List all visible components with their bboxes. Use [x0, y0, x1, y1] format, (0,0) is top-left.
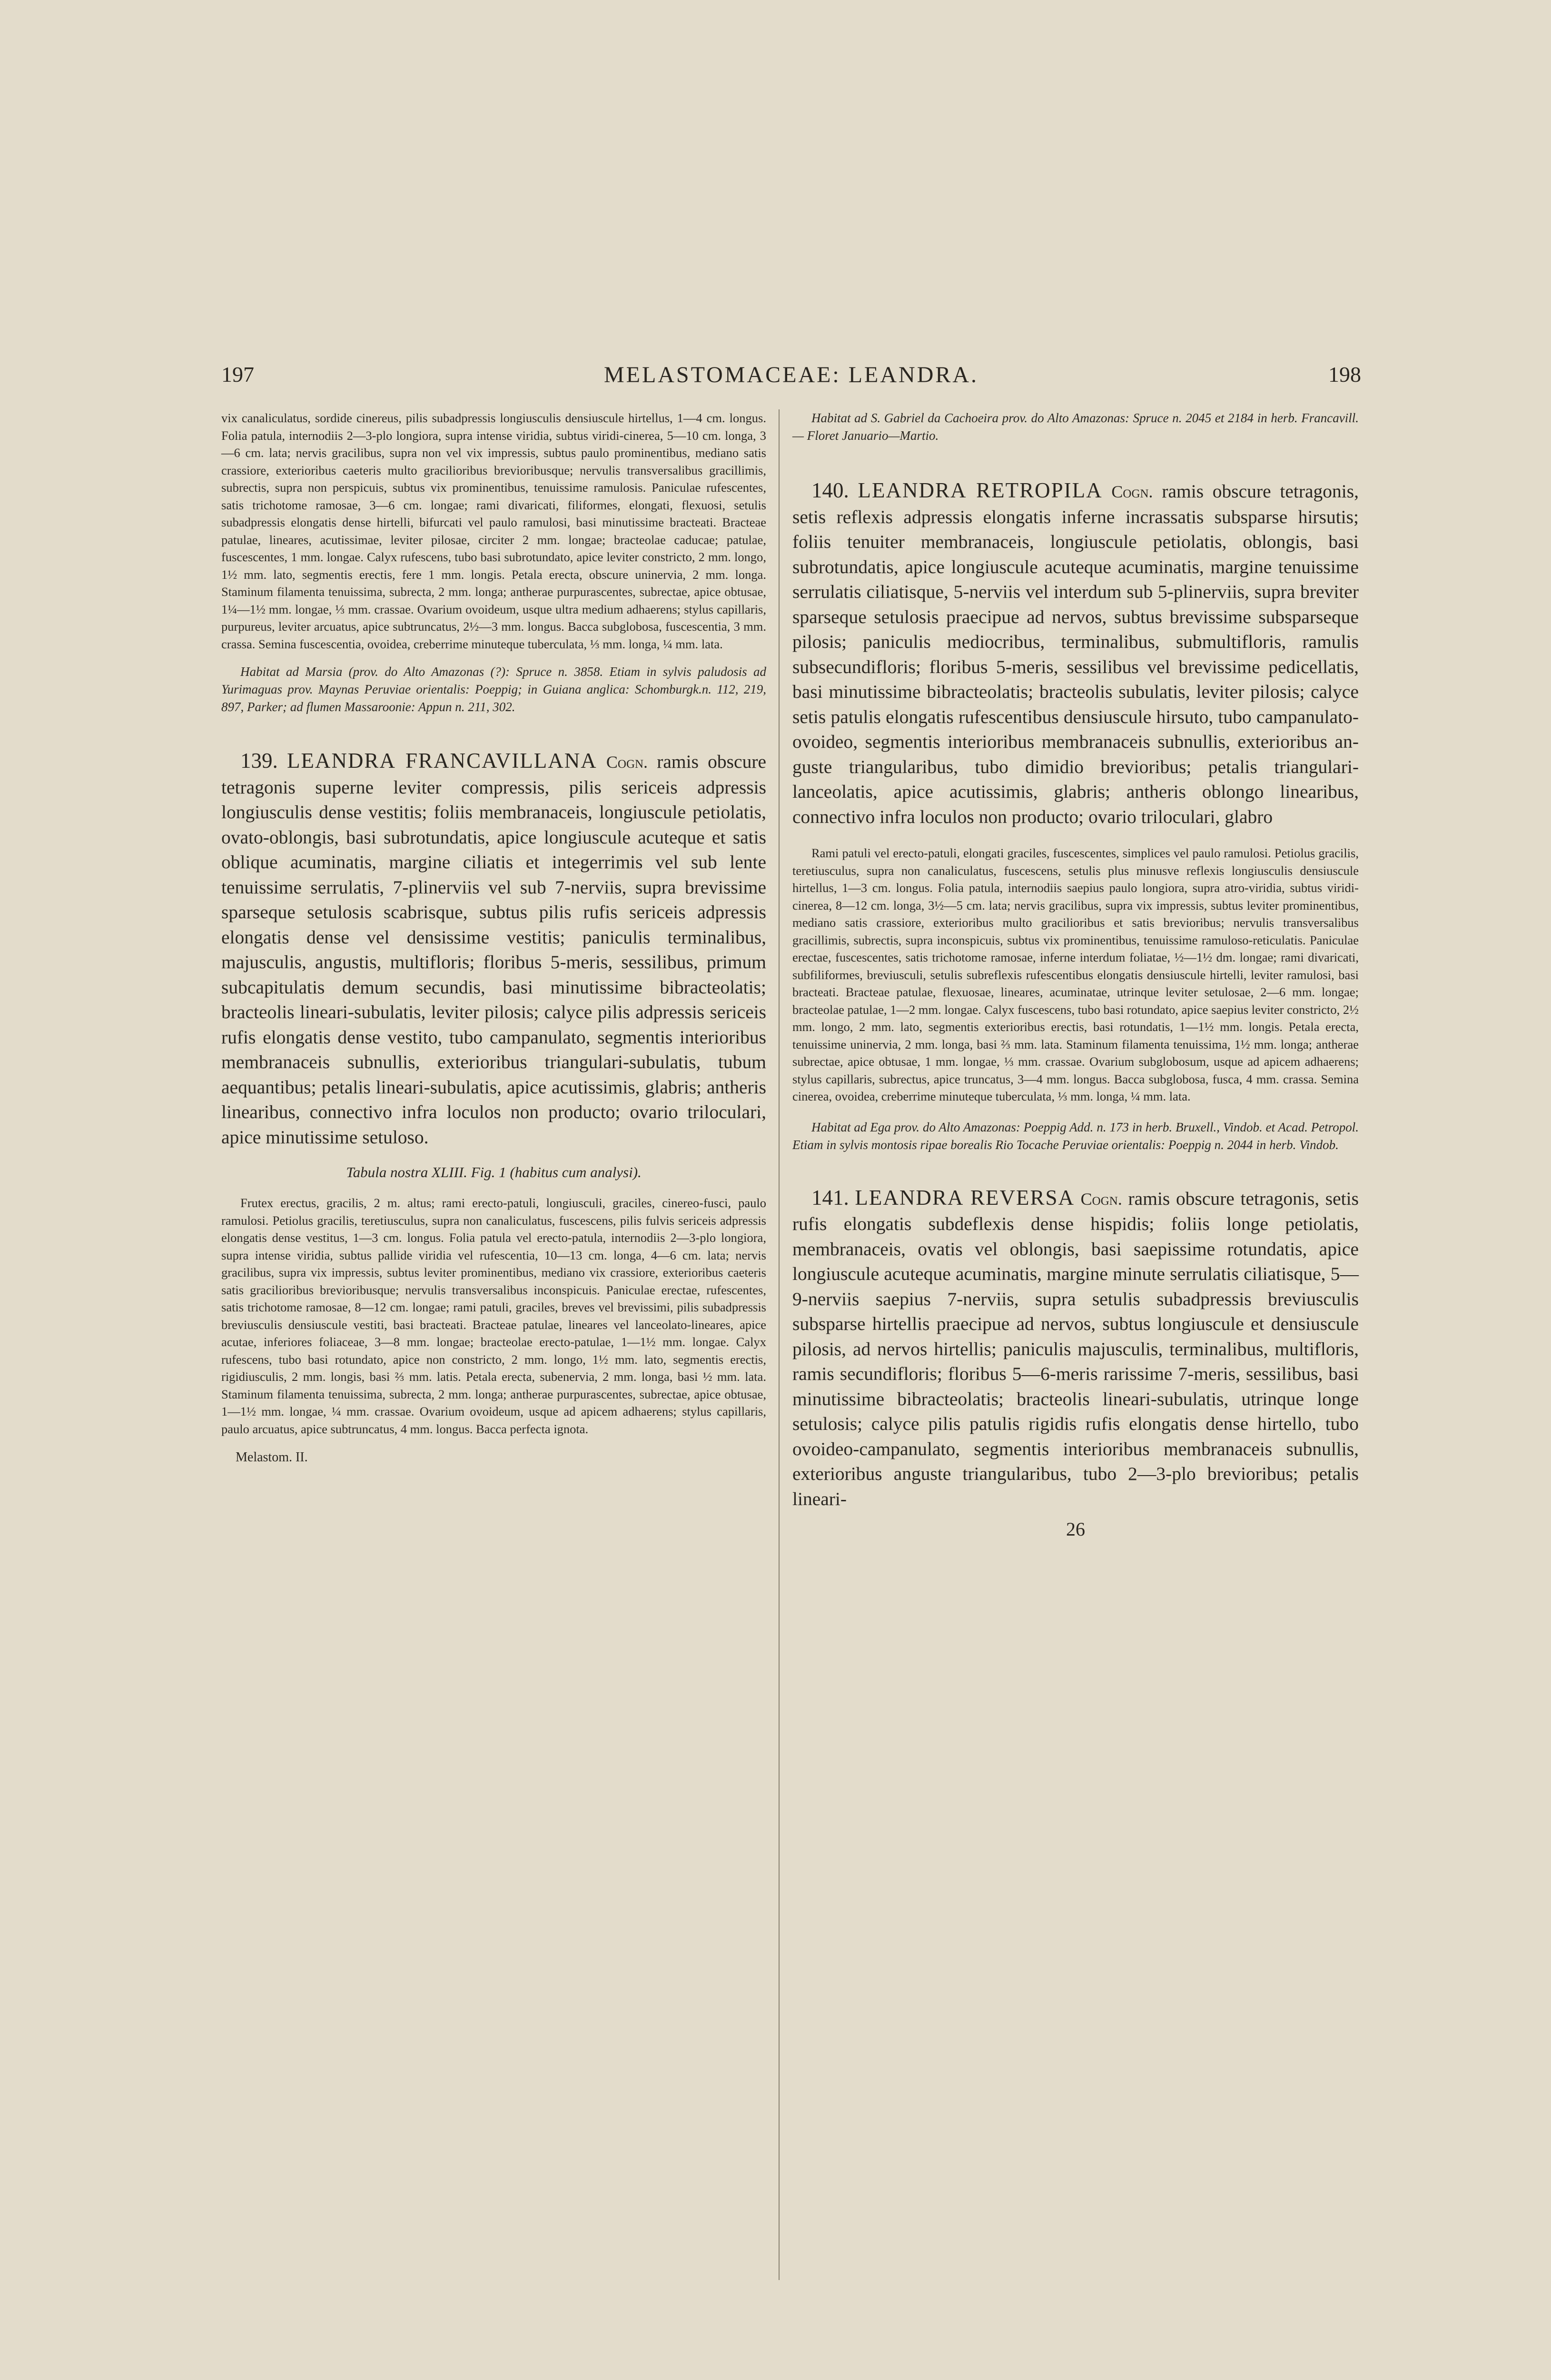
- habitat-note: Habitat ad Marsia (prov. do Alto Amazonas (?): Spruce n. 3858. Etiam in sylvis paludosis ad Yurimaguas prov. Maynas Peruviae orientalis: Poeppig; in Guiana anglica: Schomburgk.n. 112, 219, 897, Parker; ad flumen Massaroonie: Appun n. 211, 302.: [221, 664, 766, 714]
- species-name: LEANDRA RETROPILA: [858, 478, 1103, 502]
- column-divider: [779, 409, 780, 2280]
- page-number-left: 197: [221, 362, 254, 387]
- plate-caption: Tabula nostra XLIII. Fig. 1 (habitus cum analysi).: [346, 1164, 642, 1180]
- species-author: Cogn.: [1080, 1189, 1122, 1209]
- species-139-diagnosis: [221, 748, 766, 1150]
- species-name: LEANDRA FRANCAVILLANA: [286, 749, 597, 773]
- right-column: [792, 409, 1359, 1540]
- left-column: [221, 409, 766, 1465]
- signature-mark: Melastom. II.: [236, 1450, 308, 1465]
- habitat-note: Habitat ad S. Gabriel da Cachoeira prov. do Alto Amazonas: Spruce n. 2045 et 2184 in herb. Francavill. — Floret Januario—Martio.: [792, 411, 1359, 443]
- diagnosis-text: ramis obscure tetragonis, setis reflexis adpressis elongatis inferne incrassatis subsparse hirsutis; foliis tenuiter membranaceis, longiuscule petiolatis, oblongis, basi subrotundatis, apice longiuscule acuteque acuminatis, margine tenuissime serrulatis ciliatisque, 5-nerviis vel interdum sub 5-plinerviis, supra breviter sparseque setulosis praecipue ad nervos, subtus brevissime subsparseque pilosis; paniculis mediocribus, terminalibus, submultifloris, ramulis subsecundifloris; floribus 5-meris, sessilibus vel brevissime pedicellatis, basi minutissime bibracteolatis; bracteolis subulatis, leviter pilosis; calyce setis patulis elongatis rufescentibus densiuscule hirsuto, tubo campanulato-ovoideo, segmentis interioribus membranaceis subnullis, exterioribus anguste triangularibus, tubo dimidio brevioribus; petalis triangulari-lanceolatis, apice acutissimis, glabris; antheris oblongo linearibus, connectivo infra loculos non producto; ovario triloculari, glabro: [792, 481, 1359, 827]
- sheet-number: 26: [1066, 1518, 1085, 1540]
- running-header: [221, 362, 1361, 395]
- species-author: Cogn.: [606, 753, 648, 772]
- species-number: 139.: [240, 749, 278, 773]
- diagnosis-text: ramis obscure tetragonis superne leviter compressis, pilis sericeis adpressis longiusculis dense vestitis; foliis membranaceis, longiuscule petiolatis, ovato-oblongis, basi subrotundatis, apice longiuscule acuteque et satis oblique acuminatis, margine ciliatis et integerrimis vel sub lente tenuissime serrulatis, 7-plinerviis vel sub 7-nerviis, supra brevissime sparseque setulosis scabrisque, subtus pilis rufis sericeis adpressis elongatis dense vel densissime vestitis; paniculis terminalibus, majusculis, angustis, multifloris; floribus 5-meris, sessilibus, primum subcapitulatis demum secundis, basi minutissime bibracteolatis; bracteolis lineari-subulatis, leviter pilosis; calyce pilis adpressis sericeis rufis elongatis dense vestito, tubo campanulato, segmentis interioribus membranaceis subnullis, exterioribus triangulari-subulatis, tubum aequantibus; petalis lineari-subulatis, apice acutissimis, glabris; antheris linearibus, connectivo infra loculos non producto; ovario triloculari, apice minutissime setuloso.: [221, 751, 767, 1148]
- page-number-right: 198: [1328, 362, 1361, 387]
- species-140-description: Rami patuli vel erecto-patuli, elongati graciles, fuscescentes, simplices vel paulo ramulosi. Petiolus gracilis, teretiusculus, supra non canaliculatus, fuscescens, setulis plus minusve reflexis longiusculis densiuscule hirtellus, 1—3 cm. longus. Folia patula, internodiis saepius paulo longiora, supra atro-viridia, subtus viridi-cinerea, 8—12 cm. longa, 3½—5 cm. lata; nervis gracilibus, supra vix impressis, subtus leviter prominentibus, mediano satis crassiore, exterioribus multo gracilioribus et satis brevioribus; nervulis transversalibus gracillimis, subrectis, supra inconspicuis, subtus vix prominentibus, tenuissime ramuloso-reticulatis. Paniculae erectae, fuscescentes, satis trichotome ramosae, inferne interdum foliatae, ½—1½ dm. longae; rami divaricati, subfiliformes, breviusculi, setulis subreflexis rufescentibus elongatis densiuscule hirtelli, leviter ramulosi, basi bracteati. Bracteae patulae, flexuosae, lineares, acuminatae, utrinque leviter setulosae, 2—6 mm. longae; bracteolae patulae, 1—2 mm. longae. Calyx fuscescens, tubo basi rotundato, apice saepius leviter constricto, 2½ mm. longo, 2 mm. lato, segmentis exterioribus erectis, basi rotundatis, 1—1½ mm. longis. Petala erecta, tenuissime uninervia, 2 mm. longa, basi ⅔ mm. lata. Staminum filamenta tenuissima, 1½ mm. longa; antherae subrectae, apice obtusae, 1 mm. longae, ⅓ mm. crassae. Ovarium subglobosum, usque ad apicem adhaerens; stylus capillaris, subrectus, apice truncatus, 3—4 mm. longus. Bacca subglobosa, fusca, 4 mm. crassa. Semina cinerea, ovoidea, creberrime minuteque tuberculata, ⅓ mm. longa, ¼ mm. lata.: [792, 846, 1359, 1103]
- species-139-description: Frutex erectus, gracilis, 2 m. altus; rami erecto-patuli, longiusculi, graciles, cinereo-fusci, paulo ramulosi. Petiolus gracilis, teretiusculus, supra non canaliculatus, fuscescens, pilis fulvis sericeis adpressis elongatis dense vestitus, 1—3 cm. longus. Folia patula vel erecto-patula, internodiis 2—3-plo longiora, supra intense viridia, subtus pallide viridia vel rufescentia, 10—13 cm. longa, 4—6 cm. lata; nervis gracilibus, supra vix impressis, subtus leviter prominentibus, mediano vix crassiore, exterioribus caeteris satis gracilioribus brevioribusque; nervulis transversalibus inconspicuis. Paniculae erectae, rufescentes, satis trichotome ramosae, 8—12 cm. longae; rami patuli, graciles, breves vel brevissimi, pilis subadpressis breviusculis densiuscule vestiti, basi bracteati. Bracteae patulae, lineares vel lanceolato-lineares, apice acutae, inferiores foliaceae, 3—8 mm. longae; bracteolae erecto-patulae, 1—1½ mm. longae. Calyx rufescens, tubo basi rotundato, apice non constricto, 2 mm. longo, 1½ mm. lato, segmentis erectis, rigidiusculis, 2 mm. longis, basi ⅔ mm. latis. Petala erecta, subenervia, 2 mm. longa, basi ½ mm. lata. Staminum filamenta tenuissima, subrecta, 2 mm. longa; antherae purpurascentes, subrectae, apice obtusae, 1—1½ mm. longae, ¼ mm. crassae. Ovarium ovoideum, usque ad apicem adhaerens; stylus capillaris, paulo arcuatus, apice subtruncatus, 4 mm. longus. Bacca perfecta ignota.: [221, 1196, 766, 1436]
- continued-description: vix canaliculatus, sordide cinereus, pilis subadpressis longiusculis densiuscule hirtellus, 1—4 cm. longus. Folia patula, internodiis 2—3-plo longiora, supra intense viridia, subtus viridi-cinerea, 5—10 cm. longa, 3—6 cm. lata; nervis gracilibus, supra non vel vix impressis, subtus paulo prominentibus, mediano satis crassiore, exterioribus caeteris multo gracilioribus brevioribusque; nervulis transversalibus gracillimis, subrectis, supra non perspicuis, subtus vix prominentibus, tenuissime ramulosis. Paniculae rufescentes, satis trichotome ramosae, 3—6 cm. longae; rami divaricati, filiformes, elongati, flexuosi, setulis subadpressis elongatis dense hirtelli, bifurcati vel paulo ramulosi, basi minutissime bracteati. Bracteae patulae, lineares, acutissimae, leviter pilosae, circiter 2 mm. longae; bracteolae caducae; patulae, fuscescentes, 1 mm. longae. Calyx rufescens, tubo basi subrotundato, apice leviter constricto, 2 mm. longo, 1½ mm. lato, segmentis erectis, fere 1 mm. longis. Petala erecta, obscure uninervia, 2 mm. longa. Staminum filamenta tenuissima, subrecta, 2 mm. longa; antherae purpurascentes, subrectae, apice obtusae, 1¼—1½ mm. longae, ⅓ mm. crassae. Ovarium ovoideum, usque ultra medium adhaerens; stylus capillaris, purpureus, leviter arcuatus, apice subtruncatus, 2½—3 mm. longus. Bacca subglobosa, fuscescentia, 3 mm. crassa. Semina fuscescentia, ovoidea, creberrime minuteque tuberculata, ⅓ mm. longa, ¼ mm. lata.: [221, 411, 766, 651]
- running-title: MELASTOMACEAE: LEANDRA.: [603, 362, 979, 387]
- species-name: LEANDRA REVERSA: [855, 1185, 1075, 1210]
- diagnosis-text: ramis obscure tetragonis, setis rufis elongatis subdeflexis dense hispidis; foliis longe petiolatis, membranaceis, ovatis vel oblongis, basi saepissime rotundatis, apice longiuscule acuteque acuminatis, margine minute serrulatis ciliatisque, 5—9-nerviis saepius 7-nerviis, supra setulis subadpressis breviusculis subsparse hirtellis praecipue ad nervos, subtus longiuscule et densiuscule pilosis, ad nervos hirtellis; paniculis majusculis, terminalibus, multifloris, ramis secundifloris; floribus 5—6-meris rarissime 7-meris, sessilibus, basi minutissime bibracteolatis; bracteolis lineari-subulatis, utrinque longe setulosis; calyce pilis patulis rigidis rufis elongatis dense hirtello, tubo ovoideo-campanulato, segmentis interioribus membranaceis subnullis, exterioribus anguste triangularibus, tubo 2—3-plo brevioribus; petalis lineari-: [792, 1188, 1359, 1509]
- species-author: Cogn.: [1111, 482, 1153, 501]
- species-number: 140.: [811, 478, 849, 502]
- species-number: 141.: [811, 1185, 849, 1210]
- habitat-note: Habitat ad Ega prov. do Alto Amazonas: Poeppig Add. n. 173 in herb. Bruxell., Vindob. et Acad. Petropol. Etiam in sylvis montosis ripae borealis Rio Tocache Peruviae orientalis: Poeppig n. 2044 in herb. Vindob.: [792, 1120, 1359, 1152]
- species-140-diagnosis: [792, 478, 1359, 829]
- species-141-diagnosis: [792, 1185, 1359, 1512]
